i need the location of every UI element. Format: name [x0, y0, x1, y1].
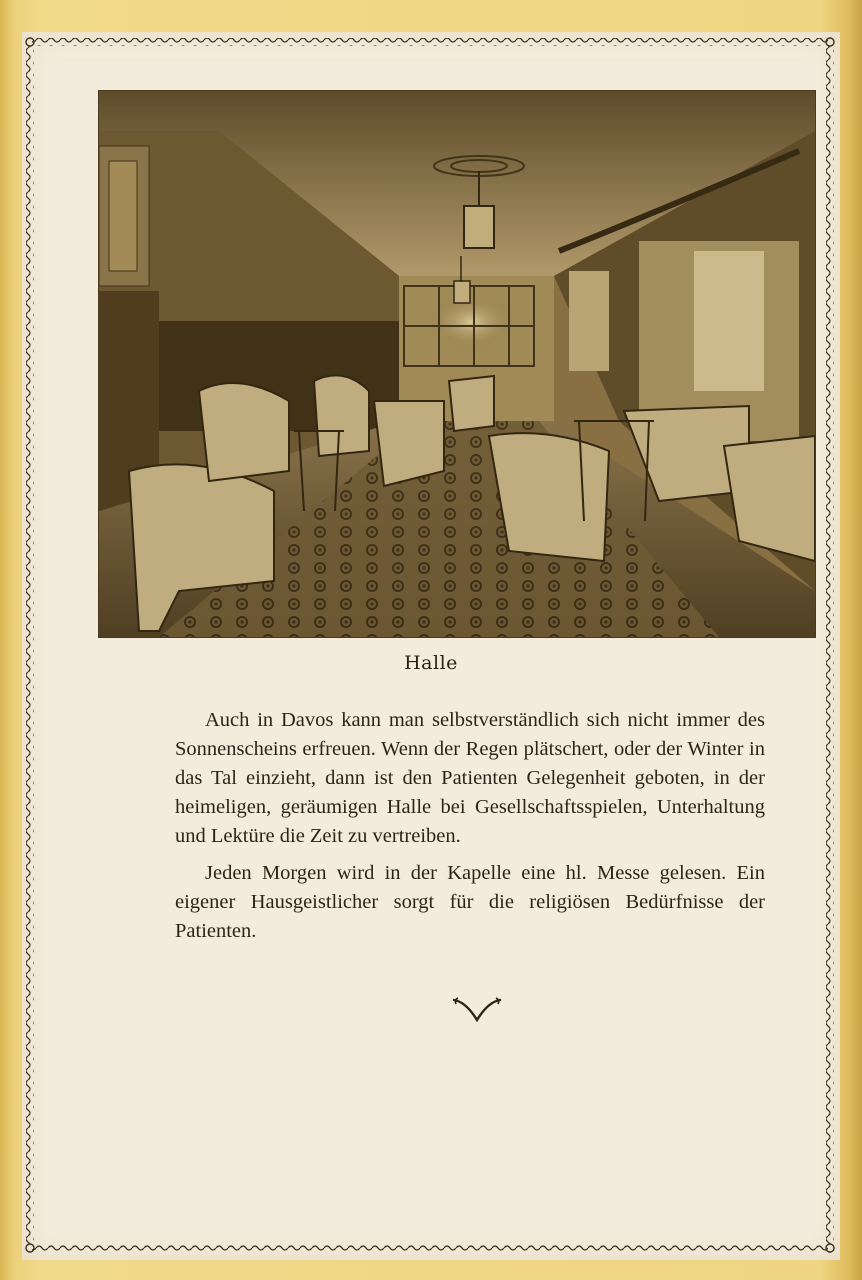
- hall-interior-image: [99, 91, 815, 637]
- paragraph-chapel: Jeden Morgen wird in der Kapelle eine hl. Messe gelesen. Ein eigener Hausgeistlicher sorgt für die religiösen Bedürfnisse der Patienten.: [175, 862, 765, 942]
- hall-photograph: [98, 90, 816, 638]
- photo-caption: Halle: [404, 652, 458, 674]
- brochure-page: [22, 32, 840, 1260]
- paragraph-hall: Auch in Davos kann man selbstverständlich sich nicht immer des Sonnenscheins erfreuen. Wenn der Regen plätschert, oder der Winter in das Tal einzieht, dann ist den Patienten Gelegenheit geboten, in der heimeligen, geräumigen Halle bei Gesellschaftsspielen, Unterhaltung und Lektüre die Zeit zu vertreiben.: [175, 709, 765, 847]
- end-ornament-icon: [452, 996, 502, 1022]
- body-text: [175, 706, 765, 954]
